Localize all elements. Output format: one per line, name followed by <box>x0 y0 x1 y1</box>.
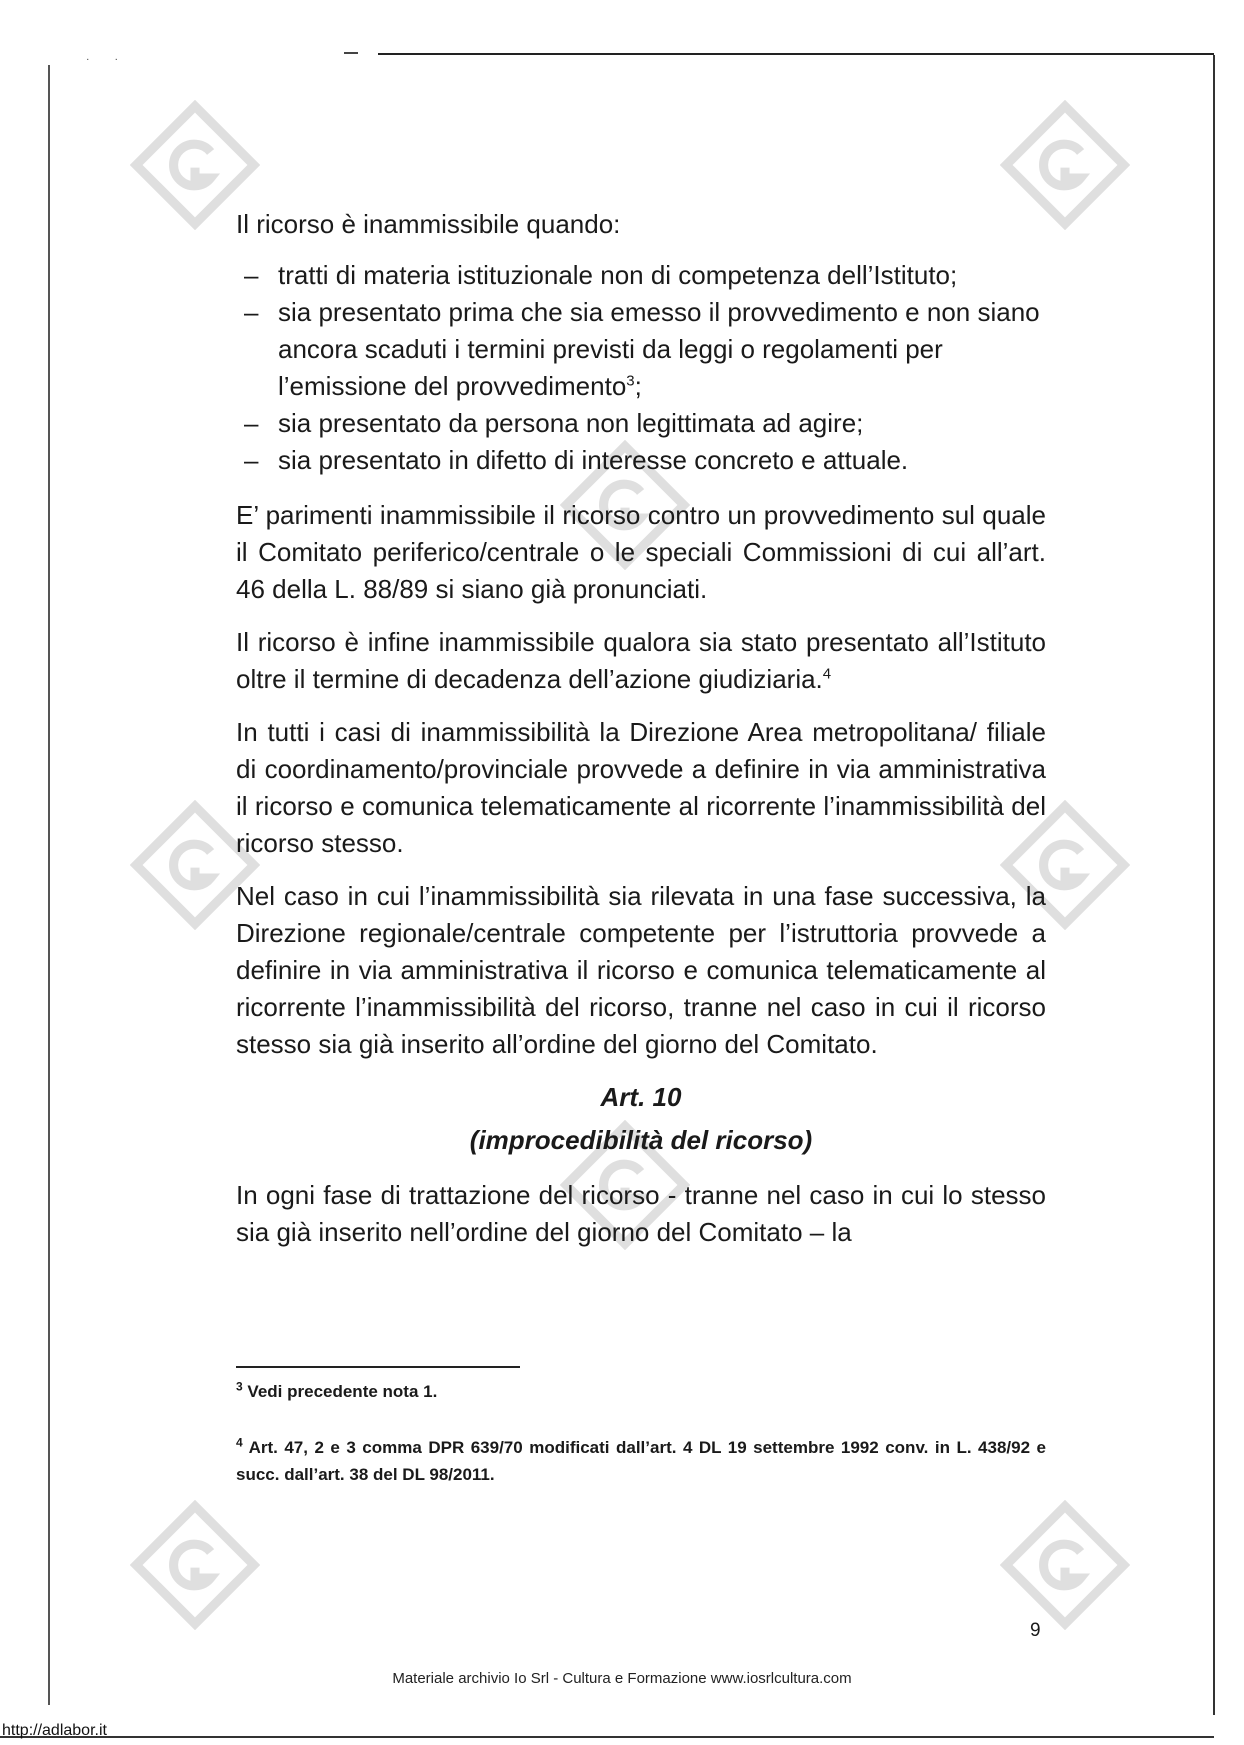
scan-edge <box>1213 55 1215 1715</box>
paragraph: Il ricorso è infine inammissibile qualora sia stato presentato all’Istituto oltre il termine di decadenza dell’azione giudiziaria.$^4$ <box>236 627 1046 694</box>
corner-url-link[interactable]: http://adlabor.it <box>2 1722 107 1739</box>
scan-specks: ˙˙ <box>86 56 144 72</box>
watermark-icon <box>1000 1500 1130 1630</box>
article-subheading: (improcedibilità del ricorso) <box>469 1125 813 1155</box>
footnote: $^3$ Vedi precedente nota 1. <box>236 1379 438 1401</box>
scan-edge <box>0 1736 1214 1738</box>
scan-edge <box>48 65 50 1705</box>
footnote-ref: 3 <box>626 372 635 390</box>
body-text <box>236 206 1046 1251</box>
intro-line: Il ricorso è inammissibile quando: <box>236 209 621 239</box>
scan-edge <box>344 52 358 54</box>
list-item: – sia presentato prima che sia emesso il provvedimento e non siano ancora scaduti i termini previsti da leggi o regolamenti per l’emissione del provvedimento$^3$; <box>244 297 1040 401</box>
list-item: – sia presentato da persona non legittimata ad agire; <box>244 408 864 438</box>
scan-edge <box>378 53 1214 55</box>
paragraph: E’ parimenti inammissibile il ricorso contro un provvedimento sul quale il Comitato periferico/centrale o le speciali Commissioni di cui all’art. 46 della L. 88/89 si siano già pronunciati. <box>236 500 1046 604</box>
paragraph: In tutti i casi di inammissibilità la Direzione Area metropolitana/ filiale di coordinamento/provinciale provvede a definire in via amministrativa il ricorso e comunica telematicamente al ricorrente l’inammissibilità del ricorso stesso. <box>236 717 1046 858</box>
inadmissibility-list <box>236 257 1046 479</box>
page-footer: Materiale archivio Io Srl - Cultura e Formazione www.iosrlcultura.com <box>392 1670 852 1687</box>
list-item: – tratti di materia istituzionale non di competenza dell’Istituto; <box>244 260 958 290</box>
page-number: 9 <box>1030 1620 1041 1641</box>
list-item: – sia presentato in difetto di interesse concreto e attuale. <box>244 445 909 475</box>
article-heading: Art. 10 <box>600 1082 682 1112</box>
paragraph: In ogni fase di trattazione del ricorso - tranne nel caso in cui lo stesso sia già inserito nell’ordine del giorno del Comitato – la <box>236 1180 1046 1247</box>
footnote-divider <box>236 1366 520 1368</box>
footnote-ref: 4 <box>822 665 832 683</box>
footnote: $^4$ Art. 47, 2 e 3 comma DPR 639/70 modificati dall’art. 4 DL 19 settembre 1992 conv. in L. 438/92 e succ. dall’art. 38 del DL 98/2011. <box>236 1435 1046 1484</box>
watermark-icon <box>130 1500 260 1630</box>
paragraph: Nel caso in cui l’inammissibilità sia rilevata in una fase successiva, la Direzione regionale/centrale competente per l’istruttoria provvede a definire in via amministrativa il ricorso e comunica telematicamente al ricorrente l’inammissibilità del ricorso, tranne nel caso in cui il ricorso stesso sia già inserito all’ordine del giorno del Comitato. <box>236 881 1046 1059</box>
